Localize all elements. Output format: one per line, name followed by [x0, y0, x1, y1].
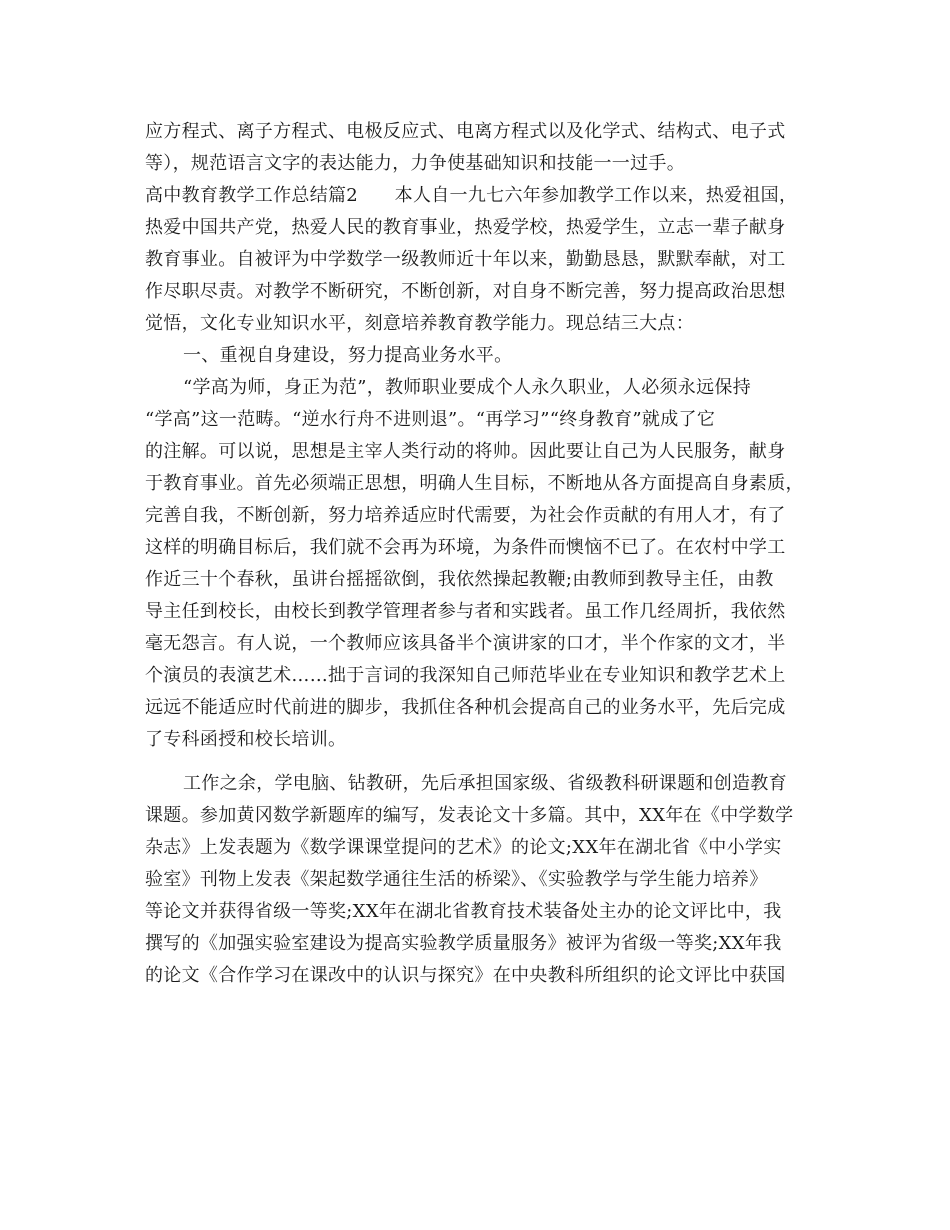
text-line: 热爱中国共产党，热爱人民的教育事业，热爱学校，热爱学生，立志一辈子献身: [145, 217, 786, 238]
text-line: “学高为师，身正为范”，教师职业要成个人永久职业，人必须永远保持: [183, 377, 752, 398]
paragraph-gap: [145, 756, 809, 768]
subheading-line: 一、重视自身建设，努力提高业务水平。: [183, 345, 513, 366]
text-line: 课题。参加黄冈数学新题库的编写，发表论文十多篇。其中，XX年在《中学数学: [145, 805, 794, 826]
text-line: 完善自我，不断创新，努力培养适应时代需要，为社会作贡献的有用人才，有了: [145, 505, 786, 526]
text-line: 杂志》上发表题为《数学课课堂提问的艺术》的论文;XX年在湖北省《中小学实: [145, 837, 782, 858]
text-line: 验室》刊物上发表《架起数学通往生活的桥梁》、《实验教学与学生能力培养》: [145, 869, 768, 890]
text-line: 觉悟，文化专业知识水平，刻意培养教育教学能力。现总结三大点：: [145, 313, 694, 334]
text-line: 教育事业。自被评为中学数学一级教师近十年以来，勤勤恳恳，默默奉献，对工: [145, 249, 786, 270]
text-line: 作尽职尽责。对教学不断研究，不断创新，对自身不断完善，努力提高政治思想: [145, 281, 786, 302]
text-line: 远远不能适应时代前进的脚步，我抓住各种机会提高自己的业务水平，先后完成: [145, 697, 786, 718]
text-line: 的注解。可以说，思想是主宰人类行动的将帅。因此要让自己为人民服务，献身: [145, 441, 786, 462]
text-line: 等），规范语言文字的表达能力，力争使基础知识和技能一一过手。: [145, 153, 685, 174]
section-heading-line: 高中教育教学工作总结篇2 本人自一九七六年参加教学工作以来，热爱祖国，: [145, 185, 798, 206]
text-line: 这样的明确目标后，我们就不会再为环境，为条件而懊恼不已了。在农村中学工: [145, 537, 786, 558]
text-line: 个演员的表演艺术……拙于言词的我深知自己师范毕业在专业知识和教学艺术上: [145, 665, 786, 686]
text-line: 毫无怨言。有人说，一个教师应该具备半个演讲家的口才，半个作家的文才，半: [145, 633, 786, 654]
text-line: 导主任到校长，由校长到教学管理者参与者和实践者。虽工作几经周折，我依然: [145, 601, 786, 622]
text-line: 了专科函授和校长培训。: [145, 729, 347, 750]
text-line: 撰写的《加强实验室建设为提高实验教学质量服务》被评为省级一等奖;XX年我: [145, 933, 782, 954]
document-body: [145, 116, 809, 992]
text-line: 工作之余，学电脑、钻教研，先后承担国家级、省级教科研课题和创造教育: [183, 773, 787, 794]
text-line: “学高”这一范畴。“逆水行舟不进则退”。“再学习”“终身教育”就成了它: [145, 409, 716, 430]
text-line: 的论文《合作学习在课改中的认识与探究》在中央教科所组织的论文评比中获国: [145, 965, 786, 986]
text-line: 应方程式、离子方程式、电极反应式、电离方程式以及化学式、结构式、电子式: [145, 121, 786, 142]
text-line: 等论文并获得省级一等奖;XX年在湖北省教育技术装备处主办的论文评比中，我: [145, 901, 782, 922]
text-line: 作近三十个春秋，虽讲台摇摇欲倒，我依然操起教鞭;由教师到教导主任，由教: [145, 569, 774, 590]
text-line: 于教育事业。首先必须端正思想，明确人生目标，不断地从各方面提高自身素质，: [145, 473, 804, 494]
